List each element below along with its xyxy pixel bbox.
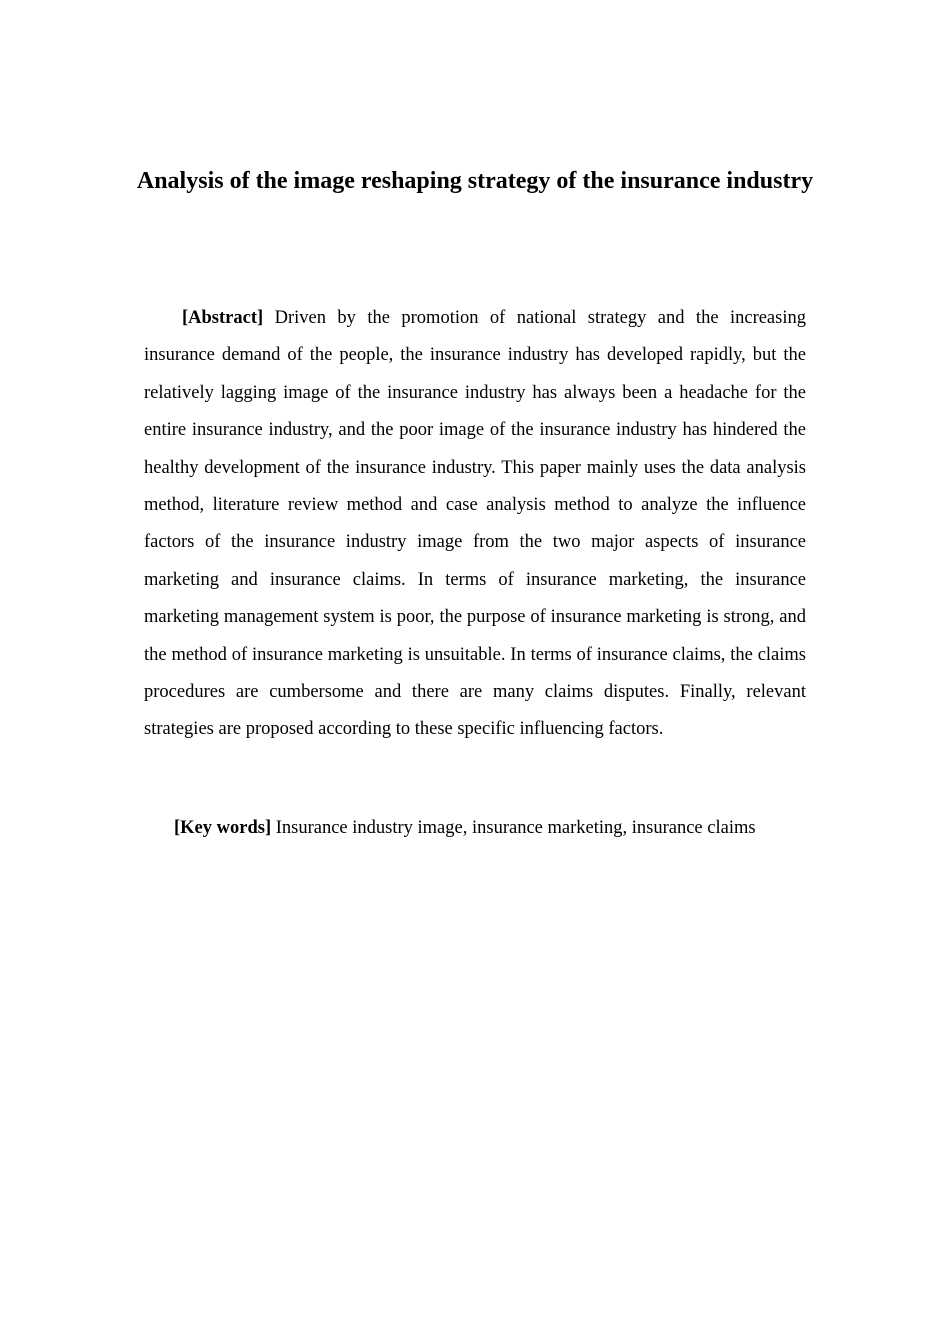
abstract-text: Driven by the promotion of national strategy and the increasing insurance demand of the people, the insurance industry has developed rapidly, but the relatively lagging image of the insurance industry has always been a headache for the entire insurance industry, and the poor image of the insurance industry has hindered the healthy development of the insurance industry. This paper mainly uses the data analysis method, literature review method and case analysis method to analyze the influence factors of the insurance industry image from the two major aspects of insurance marketing and insurance claims. In terms of insurance marketing, the insurance marketing management system is poor, the purpose of insurance marketing is strong, and the method of insurance marketing is unsuitable. In terms of insurance claims, the claims procedures are cumbersome and there are many claims disputes. Finally, relevant strategies are proposed according to these specific influencing factors.	[144, 308, 806, 740]
keywords-paragraph	[144, 810, 806, 847]
keywords-text: Insurance industry image, insurance marketing, insurance claims	[275, 818, 756, 838]
abstract-paragraph	[144, 300, 806, 749]
abstract-label: [Abstract]	[182, 308, 264, 328]
keywords-label: [Key words]	[174, 818, 272, 838]
paper-title: Analysis of the image reshaping strategy of the insurance industry	[136, 168, 814, 194]
